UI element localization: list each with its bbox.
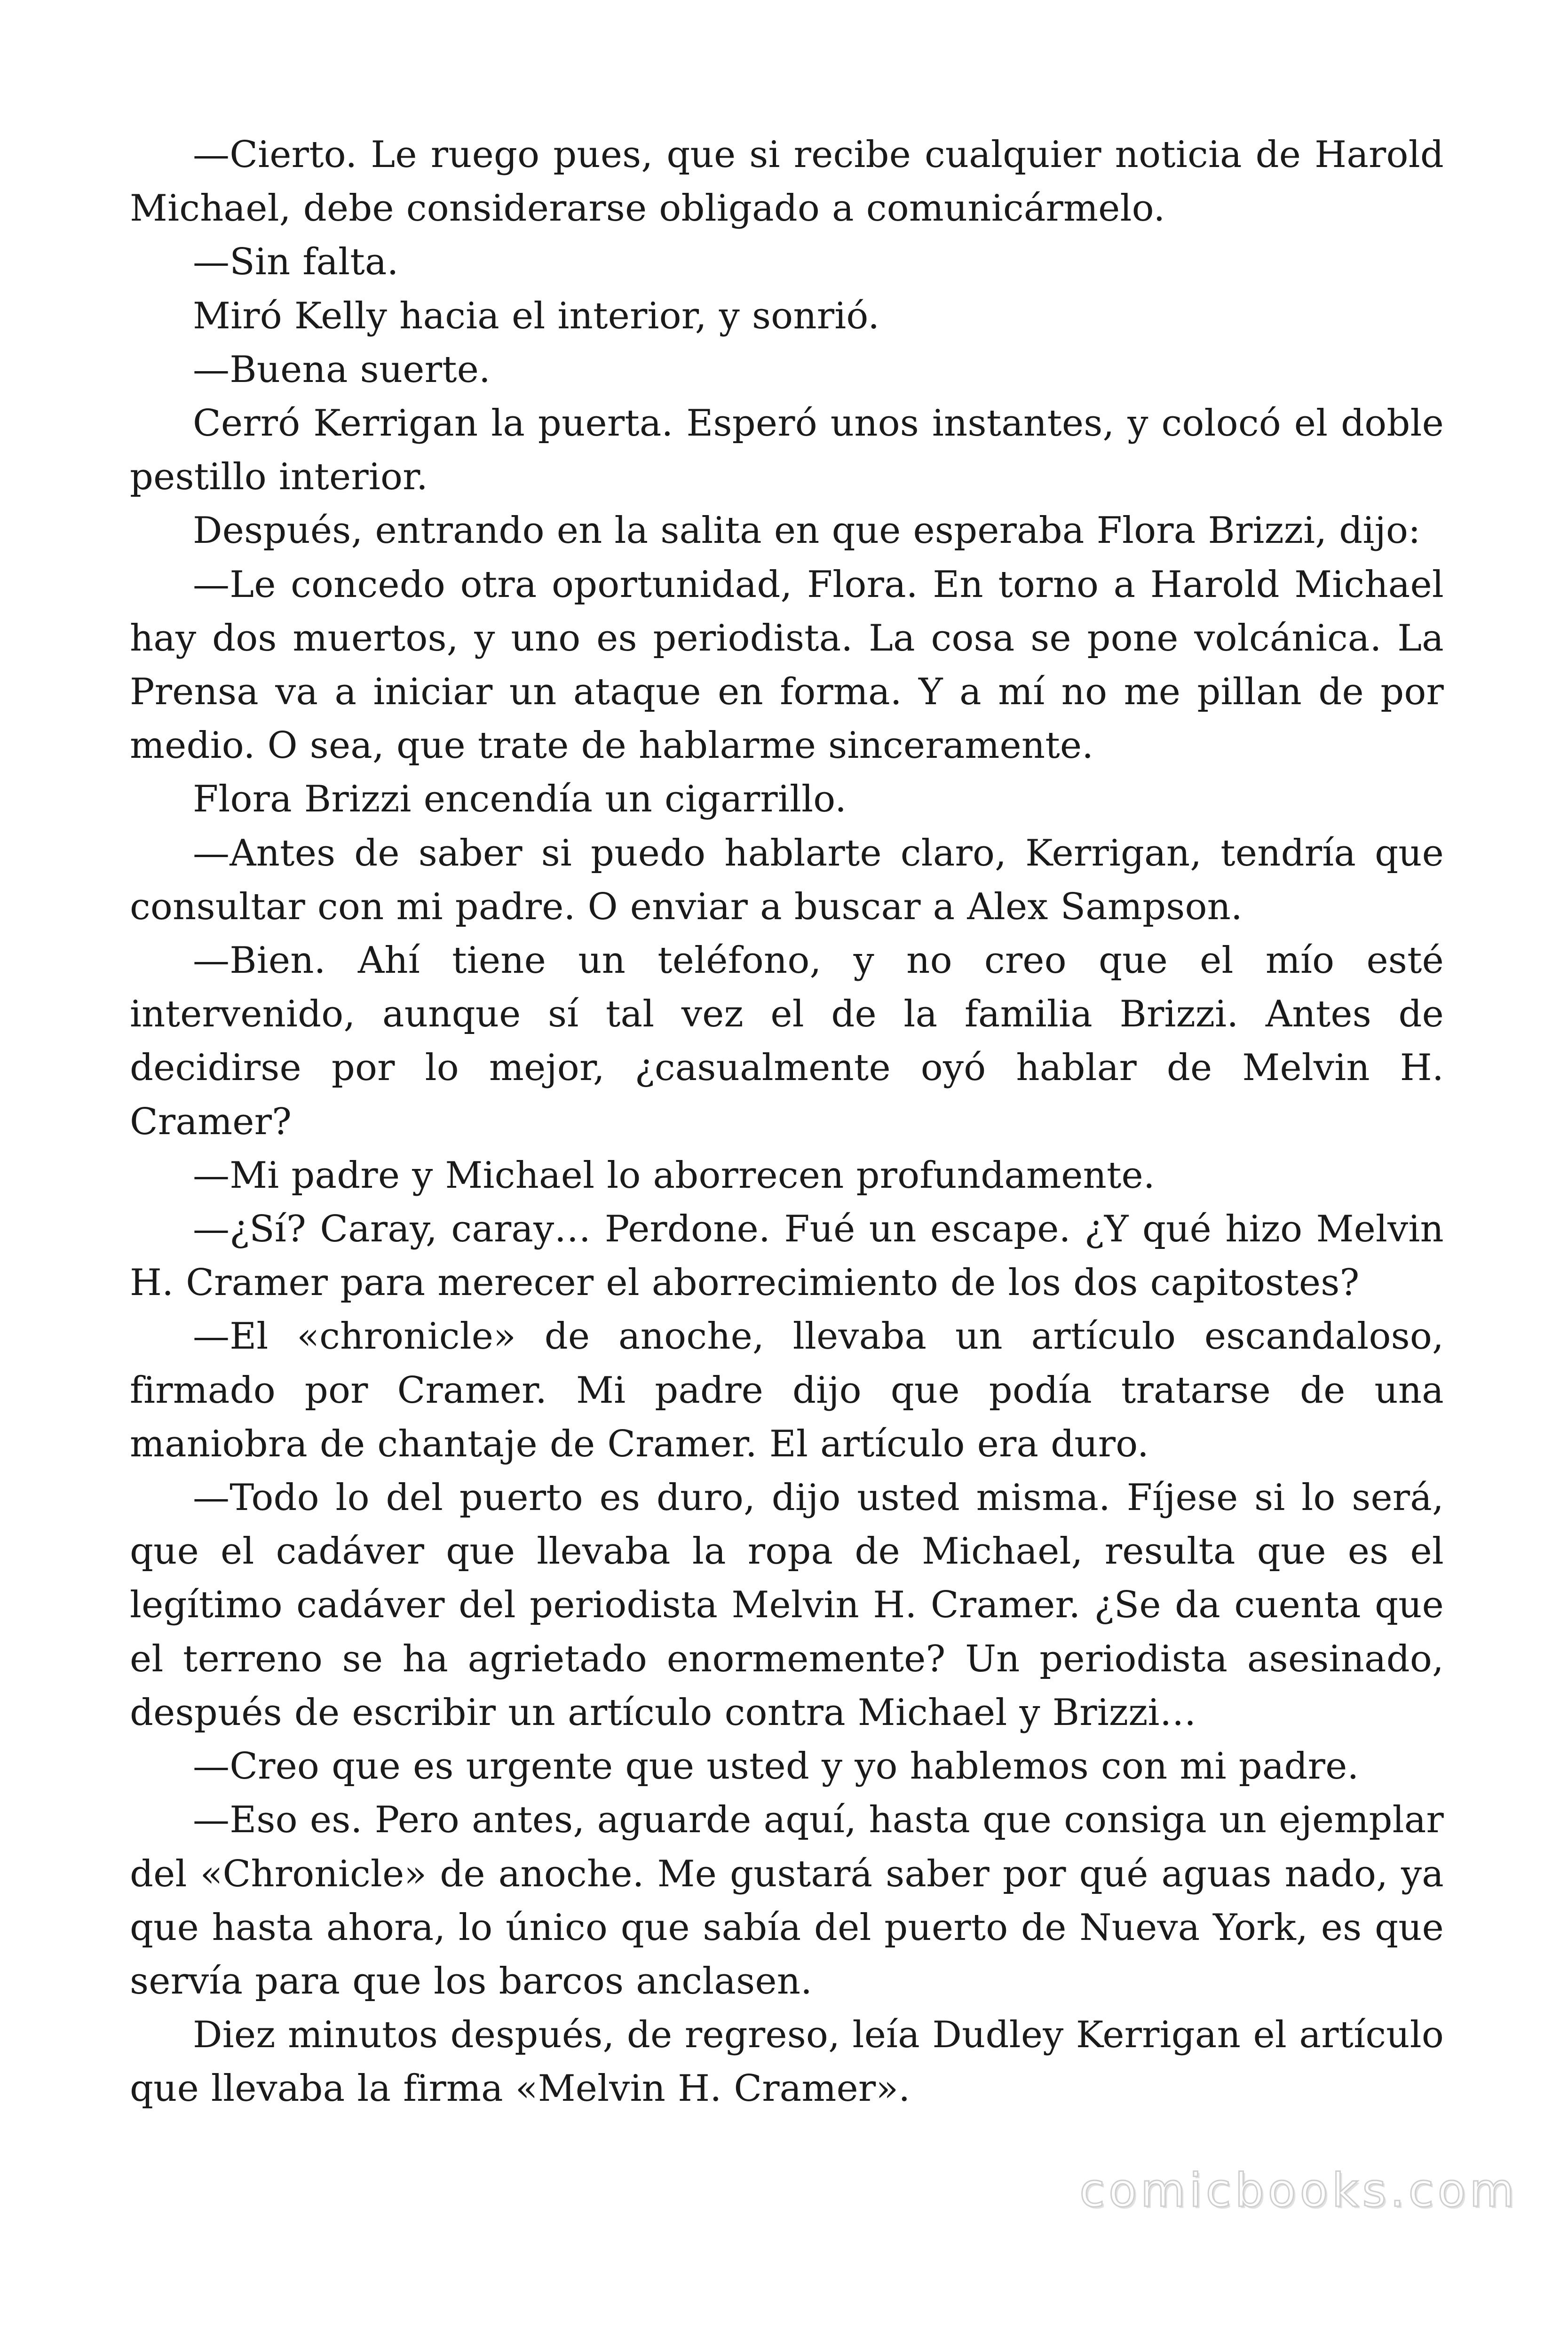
paragraph-5: Cerró Kerrigan la puerta. Esperó unos instantes, y colocó el doble pestillo interior. (130, 402, 1444, 499)
paragraph-2: —Sin falta. (193, 241, 399, 284)
page-body-text (130, 128, 1444, 2116)
paragraph-12: —¿Sí? Caray, caray… Perdone. Fué un escape. ¿Y qué hizo Melvin H. Cramer para merecer el aborrecimiento de los dos capitostes? (130, 1208, 1444, 1304)
paragraph-3: Miró Kelly hacia el interior, y sonrió. (193, 294, 880, 337)
paragraph-11: —Mi padre y Michael lo aborrecen profundamente. (193, 1154, 1155, 1197)
watermark: comicbooks.com (1079, 2164, 1518, 2217)
paragraph-1: —Cierto. Le ruego pues, que si recibe cualquier noticia de Harold Michael, debe considerarse obligado a comunicármelo. (130, 134, 1444, 230)
paragraph-15: —Creo que es urgente que usted y yo hablemos con mi padre. (193, 1745, 1359, 1788)
paragraph-4: —Buena suerte. (193, 348, 491, 391)
paragraph-7: —Le concedo otra oportunidad, Flora. En torno a Harold Michael hay dos muertos, y uno es periodista. La cosa se pone volcánica. La Prensa va a iniciar un ataque en forma. Y a mí no me pillan de por medio. O sea, que trate de hablarme sinceramente. (130, 563, 1444, 767)
paragraph-17: Diez minutos después, de regreso, leía Dudley Kerrigan el artículo que llevaba la firma «Melvin H. Cramer». (130, 2014, 1444, 2110)
paragraph-9: —Antes de saber si puedo hablarte claro, Kerrigan, tendría que consultar con mi padre. O enviar a buscar a Alex Sampson. (130, 832, 1444, 928)
paragraph-10: —Bien. Ahí tiene un teléfono, y no creo que el mío esté intervenido, aunque sí tal vez el de la familia Brizzi. Antes de decidirse por lo mejor, ¿casualmente oyó hablar de Melvin H. Cramer? (130, 939, 1444, 1143)
paragraph-16: —Eso es. Pero antes, aguarde aquí, hasta que consiga un ejemplar del «Chronicle» de anoche. Me gustará saber por qué aguas nado, ya que hasta ahora, lo único que sabía del puerto de Nueva York, es que servía para que los barcos anclasen. (130, 1799, 1444, 2002)
paragraph-8: Flora Brizzi encendía un cigarrillo. (193, 778, 847, 821)
paragraph-14: —Todo lo del puerto es duro, dijo usted misma. Fíjese si lo será, que el cadáver que llevaba la ropa de Michael, resulta que es el legítimo cadáver del periodista Melvin H. Cramer. ¿Se da cuenta que el terreno se ha agrietado enormemente? Un periodista asesinado, después de escribir un artículo contra Michael y Brizzi… (130, 1477, 1444, 1734)
paragraph-6: Después, entrando en la salita en que esperaba Flora Brizzi, dijo: (193, 509, 1421, 552)
paragraph-13: —El «chronicle» de anoche, llevaba un artículo escandaloso, firmado por Cramer. Mi padre dijo que podía tratarse de una maniobra de chantaje de Cramer. El artículo era duro. (130, 1315, 1444, 1465)
